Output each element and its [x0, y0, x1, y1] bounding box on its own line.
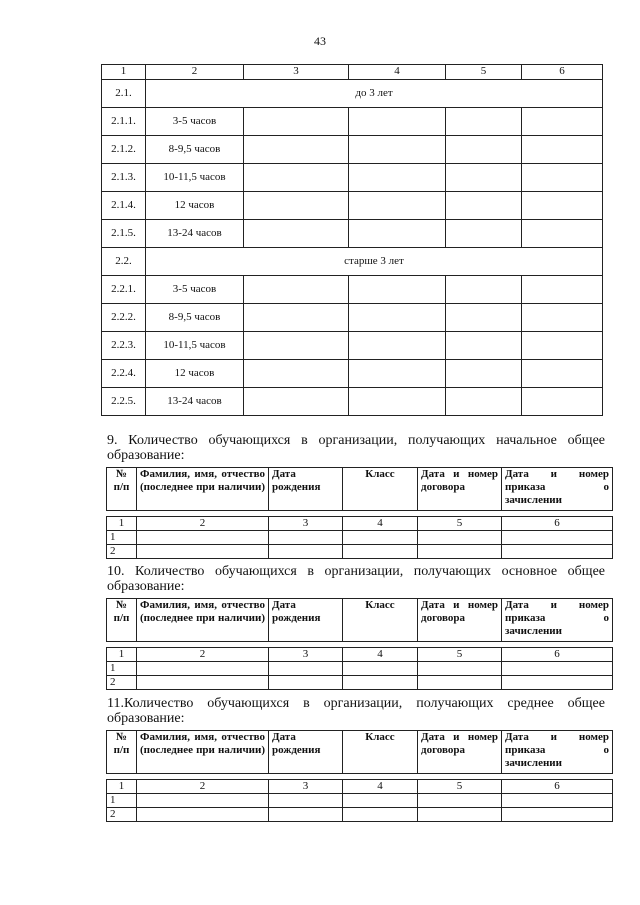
- table-cell: [343, 794, 418, 808]
- table-cell: [137, 808, 269, 822]
- table-cell: [343, 545, 418, 559]
- row-number: 2.2.3.: [102, 332, 146, 360]
- table-cell: [349, 220, 446, 248]
- row-number: 2.2.2.: [102, 304, 146, 332]
- table-row: [107, 531, 613, 545]
- section-label: до 3 лет: [146, 80, 603, 108]
- row-number: 2.2.: [102, 248, 146, 276]
- table-cell: [446, 360, 522, 388]
- row-number: 2.2.4.: [102, 360, 146, 388]
- table-cell: [502, 676, 613, 690]
- column-number: 1: [107, 780, 137, 794]
- column-number: 5: [418, 780, 502, 794]
- column-number: 3: [244, 65, 349, 80]
- table-cell: [418, 676, 502, 690]
- row-number: 2.1.5.: [102, 220, 146, 248]
- table-cell: [446, 332, 522, 360]
- row-number: 2.2.5.: [102, 388, 146, 416]
- column-number: 4: [343, 780, 418, 794]
- row-label: 10-11,5 часов: [146, 164, 244, 192]
- table-cell: [269, 676, 343, 690]
- table-cell: [418, 531, 502, 545]
- column-header-name: Фамилия, имя, отчество (последнее при наличии): [137, 731, 269, 774]
- column-number: 6: [522, 65, 603, 80]
- column-number-row: [107, 648, 613, 662]
- table-cell: [522, 164, 603, 192]
- header-row: [107, 468, 613, 511]
- column-header-name: Фамилия, имя, отчество (последнее при наличии): [137, 468, 269, 511]
- section-row: [102, 248, 603, 276]
- row-label: 12 часов: [146, 360, 244, 388]
- column-header-birth: Дата рождения: [269, 731, 343, 774]
- table-cell: [522, 332, 603, 360]
- row-label: 10-11,5 часов: [146, 332, 244, 360]
- page-number: 43: [314, 34, 326, 48]
- column-header-birth: Дата рождения: [269, 468, 343, 511]
- table-cell: [522, 192, 603, 220]
- row-label: 3-5 часов: [146, 108, 244, 136]
- row-number: 2.2.1.: [102, 276, 146, 304]
- table-row: [102, 332, 603, 360]
- column-number: 2: [137, 780, 269, 794]
- row-number: 2.1.: [102, 80, 146, 108]
- student-table-body: [106, 516, 613, 559]
- column-header-contract: Дата и номер договора: [418, 599, 502, 642]
- table-cell: [502, 662, 613, 676]
- table-cell: [244, 360, 349, 388]
- table-header-row: [102, 65, 603, 80]
- table-cell: [244, 164, 349, 192]
- table-cell: [522, 304, 603, 332]
- student-table-header: [106, 730, 613, 774]
- table-cell: [137, 531, 269, 545]
- row-label: 8-9,5 часов: [146, 304, 244, 332]
- table-cell: [446, 192, 522, 220]
- table-row: [102, 108, 603, 136]
- table-cell: [244, 108, 349, 136]
- column-number: 3: [269, 517, 343, 531]
- table-cell: [502, 545, 613, 559]
- table-cell: [343, 808, 418, 822]
- row-label: 3-5 часов: [146, 276, 244, 304]
- table-row: [102, 304, 603, 332]
- table-row: [102, 388, 603, 416]
- row-label: 13-24 часов: [146, 220, 244, 248]
- column-header-class: Класс: [343, 731, 418, 774]
- row-number: 2.1.1.: [102, 108, 146, 136]
- table-cell: [502, 794, 613, 808]
- column-number: 4: [343, 648, 418, 662]
- column-header-contract: Дата и номер договора: [418, 468, 502, 511]
- column-number: 6: [502, 517, 613, 531]
- student-table-body: [106, 779, 613, 822]
- table-cell: [446, 388, 522, 416]
- row-label: 8-9,5 часов: [146, 136, 244, 164]
- table-cell: [269, 662, 343, 676]
- table-cell: [269, 808, 343, 822]
- table-cell: [418, 808, 502, 822]
- table-cell: [244, 136, 349, 164]
- table-cell: [522, 108, 603, 136]
- table-cell: [522, 388, 603, 416]
- table-cell: [244, 220, 349, 248]
- table-cell: [349, 360, 446, 388]
- table-cell: [343, 662, 418, 676]
- table-cell: [502, 808, 613, 822]
- table-cell: [446, 220, 522, 248]
- table-cell: [269, 531, 343, 545]
- table-cell: [343, 676, 418, 690]
- table-cell: [446, 276, 522, 304]
- section-label: старше 3 лет: [146, 248, 603, 276]
- table-row: [107, 545, 613, 559]
- column-number: 1: [107, 648, 137, 662]
- table-cell: [502, 531, 613, 545]
- table-cell: [349, 108, 446, 136]
- student-table-body: [106, 647, 613, 690]
- section-heading: 9. Количество обучающихся в организации, получающих начальное общее образование:: [107, 433, 605, 463]
- table-cell: [446, 164, 522, 192]
- table-cell: [522, 276, 603, 304]
- table-cell: [244, 276, 349, 304]
- table-cell: [244, 304, 349, 332]
- table-cell: [244, 388, 349, 416]
- column-number: 6: [502, 648, 613, 662]
- header-row: [107, 731, 613, 774]
- column-header-birth: Дата рождения: [269, 599, 343, 642]
- column-number: 3: [269, 648, 343, 662]
- table-cell: [522, 220, 603, 248]
- column-header-num: № п/п: [107, 599, 137, 642]
- table-row: [107, 662, 613, 676]
- table-row: [102, 164, 603, 192]
- column-header-num: № п/п: [107, 731, 137, 774]
- table-cell: [446, 136, 522, 164]
- table-row: [107, 676, 613, 690]
- table-cell: [349, 332, 446, 360]
- section-heading: 11.Количество обучающихся в организации, получающих среднее общее образование:: [107, 696, 605, 726]
- column-header-order: Дата и номер приказа о зачислении: [502, 731, 613, 774]
- row-label: 12 часов: [146, 192, 244, 220]
- row-number: 1: [107, 531, 137, 545]
- table-cell: [522, 136, 603, 164]
- student-table-header: [106, 467, 613, 511]
- table-row: [107, 808, 613, 822]
- table-cell: [418, 794, 502, 808]
- student-table-header: [106, 598, 613, 642]
- column-number: 1: [102, 65, 146, 80]
- column-number-row: [107, 517, 613, 531]
- row-number: 2.1.4.: [102, 192, 146, 220]
- table-cell: [349, 136, 446, 164]
- table-row: [107, 794, 613, 808]
- column-number: 5: [446, 65, 522, 80]
- row-number: 2.1.2.: [102, 136, 146, 164]
- row-number: 1: [107, 794, 137, 808]
- table-cell: [137, 545, 269, 559]
- row-number: 2: [107, 676, 137, 690]
- table-cell: [446, 108, 522, 136]
- column-number: 2: [137, 648, 269, 662]
- column-header-contract: Дата и номер договора: [418, 731, 502, 774]
- column-number: 6: [502, 780, 613, 794]
- table-cell: [343, 531, 418, 545]
- column-number: 3: [269, 780, 343, 794]
- row-number: 2: [107, 808, 137, 822]
- column-number: 5: [418, 648, 502, 662]
- row-number: 1: [107, 662, 137, 676]
- column-header-order: Дата и номер приказа о зачислении: [502, 599, 613, 642]
- table-row: [102, 192, 603, 220]
- table-row: [102, 136, 603, 164]
- table-cell: [349, 192, 446, 220]
- table-cell: [418, 662, 502, 676]
- column-number: 4: [349, 65, 446, 80]
- column-number: 2: [146, 65, 244, 80]
- column-header-class: Класс: [343, 599, 418, 642]
- column-header-num: № п/п: [107, 468, 137, 511]
- table-row: [102, 276, 603, 304]
- column-number: 2: [137, 517, 269, 531]
- table-cell: [418, 545, 502, 559]
- table-cell: [137, 662, 269, 676]
- table-cell: [446, 304, 522, 332]
- section-row: [102, 80, 603, 108]
- column-header-class: Класс: [343, 468, 418, 511]
- table-cell: [244, 332, 349, 360]
- header-row: [107, 599, 613, 642]
- table-cell: [522, 360, 603, 388]
- table-cell: [349, 164, 446, 192]
- table-cell: [269, 545, 343, 559]
- row-number: 2.1.3.: [102, 164, 146, 192]
- table-cell: [269, 794, 343, 808]
- table-cell: [137, 676, 269, 690]
- table-cell: [137, 794, 269, 808]
- column-number: 5: [418, 517, 502, 531]
- table-cell: [349, 388, 446, 416]
- column-number-row: [107, 780, 613, 794]
- section-heading: 10. Количество обучающихся в организации, получающих основное общее образование:: [107, 564, 605, 594]
- table-row: [102, 360, 603, 388]
- column-number: 1: [107, 517, 137, 531]
- column-header-order: Дата и номер приказа о зачислении: [502, 468, 613, 511]
- table-cell: [349, 276, 446, 304]
- column-number: 4: [343, 517, 418, 531]
- table-cell: [349, 304, 446, 332]
- table-row: [102, 220, 603, 248]
- column-header-name: Фамилия, имя, отчество (последнее при наличии): [137, 599, 269, 642]
- age-group-table: [101, 64, 603, 416]
- table-cell: [244, 192, 349, 220]
- row-number: 2: [107, 545, 137, 559]
- row-label: 13-24 часов: [146, 388, 244, 416]
